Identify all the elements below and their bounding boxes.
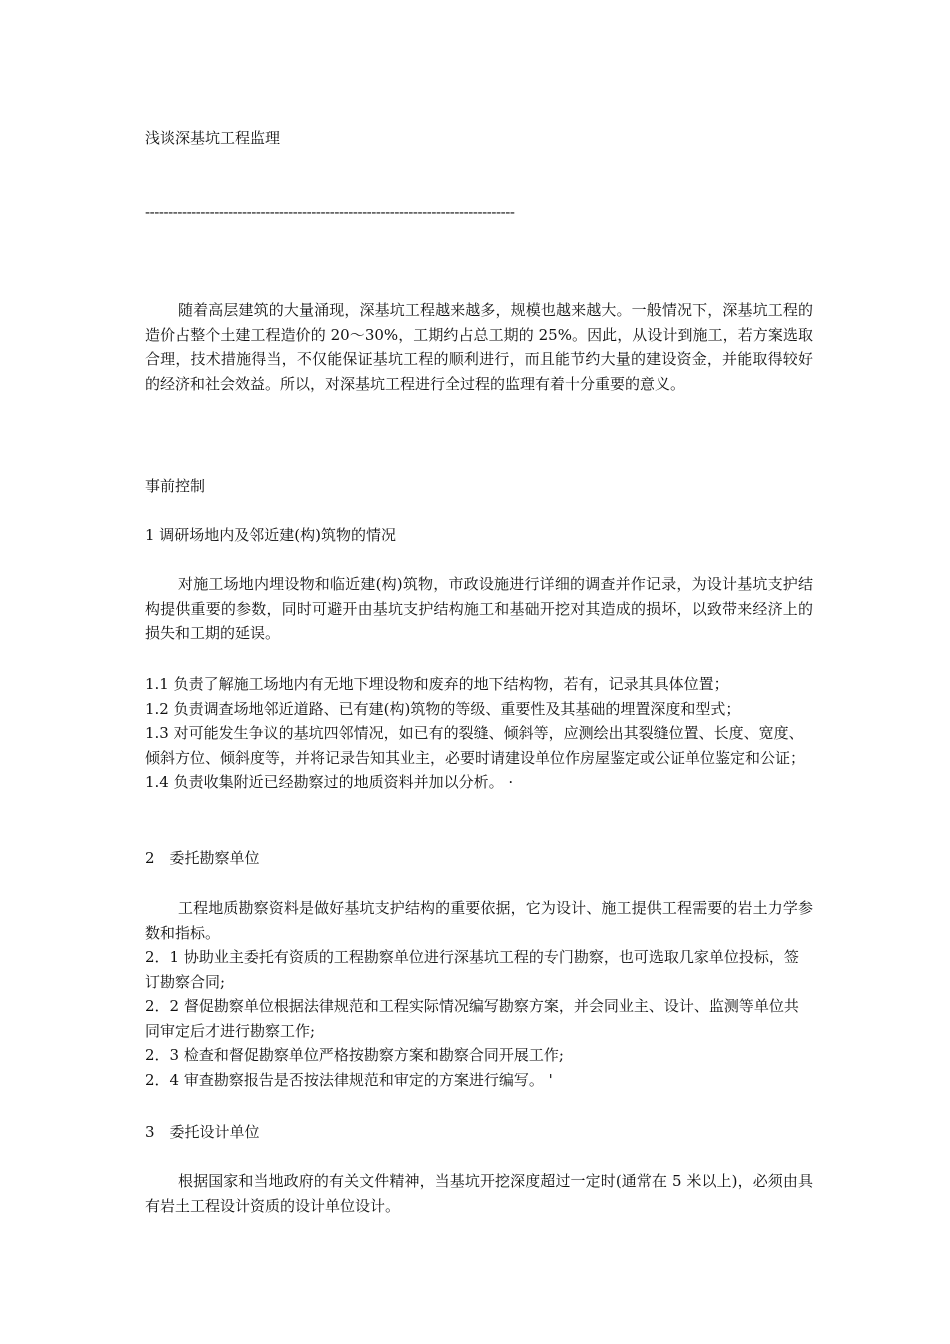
list-item: 2．3 检查和督促勘察单位严格按勘察方案和勘察合同开展工作; [145, 1046, 564, 1065]
s1-heading: 1 调研场地内及邻近建(构)筑物的情况 [145, 526, 397, 544]
list-item: 2．1 协助业主委托有资质的工程勘察单位进行深基坑工程的专门勘察，也可选取几家单位投标，签订勘察合同; [145, 948, 799, 991]
list-item: 1.3 对可能发生争议的基坑四邻情况，如已有的裂缝、倾斜等，应测绘出其裂缝位置、长度、宽度、倾斜方位、倾斜度等，并将记录告知其业主，必要时请建设单位作房屋鉴定或公证单位鉴定和公证； [145, 724, 806, 767]
s2-heading: 2 委托勘察单位 [145, 849, 260, 867]
s2-body: 工程地质勘察资料是做好基坑支护结构的重要依据，它为设计、施工提供工程需要的岩土力学参数和指标。 [145, 899, 813, 942]
s2-list [145, 945, 813, 1093]
s1-list [145, 672, 813, 795]
list-item: 2．2 督促勘察单位根据法律规范和工程实际情况编写勘察方案，并会同业主、设计、监测等单位共同审定后才进行勘察工作; [145, 997, 799, 1040]
list-item: 2．4 审查勘察报告是否按法律规范和审定的方案进行编写。 ' [145, 1070, 553, 1089]
document-title: 浅谈深基坑工程监理 [145, 129, 281, 147]
s1-body: 对施工场地内埋设物和临近建(构)筑物，市政设施进行详细的调查并作记录，为设计基坑支护结构提供重要的参数，同时可避开由基坑支护结构施工和基础开挖对其造成的损坏，以致带来经济上的损失和工期的延误。 [145, 575, 813, 643]
intro-paragraph: 随着高层建筑的大量涌现，深基坑工程越来越多，规模也越来越大。一般情况下，深基坑工程的造价占整个土建工程造价的 20～30%，工期约占总工期的 25%。因此，从设计到施工，若方案选取合理，技术措施得当，不仅能保证基坑工程的顺利进行，而且能节约大量的建设资金，并能取得较好的经济和社会效益。所以，对深基坑工程进行全过程的监理有着十分重要的意义。 [145, 301, 813, 393]
section-heading: 事前控制 [145, 477, 206, 495]
list-item: 1.4 负责收集附近已经勘察过的地质资料并加以分析。 · [145, 773, 514, 792]
list-item: 1.1 负责了解施工场地内有无地下埋设物和废弃的地下结构物，若有，记录其具体位置； [145, 675, 729, 693]
s3-heading: 3 委托设计单位 [145, 1123, 260, 1141]
list-item: 1.2 负责调查场地邻近道路、已有建(构)筑物的等级、重要性及其基础的埋置深度和型式； [145, 699, 741, 718]
s3-body: 根据国家和当地政府的有关文件精神，当基坑开挖深度超过一定时(通常在 5 米以上)，必须由具有岩土工程设计资质的设计单位设计。 [145, 1172, 813, 1215]
separator-line: -------------------------------------------------------------------------------- [145, 203, 515, 221]
